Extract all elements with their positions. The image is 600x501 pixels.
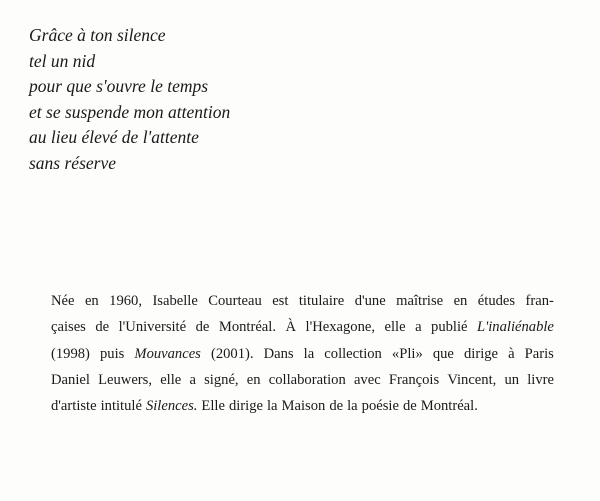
author-biography xyxy=(51,288,554,419)
word: en xyxy=(84,293,99,309)
word: Daniel xyxy=(51,371,90,388)
poem-line: et se suspende mon attention xyxy=(29,101,231,122)
bio-line xyxy=(51,288,554,314)
word: à xyxy=(508,345,515,362)
word: Courteau xyxy=(208,293,262,309)
word: de xyxy=(95,319,110,336)
word: elle xyxy=(160,371,182,388)
word: dirige xyxy=(463,345,499,362)
word: «Pli» xyxy=(391,345,423,362)
poem-line: pour que s'ouvre le temps xyxy=(29,76,209,97)
word: elle xyxy=(384,319,406,336)
word: Leuwers, xyxy=(98,371,152,388)
word: de xyxy=(195,319,210,336)
word: fran- xyxy=(525,293,554,309)
poem-line: tel un nid xyxy=(29,50,96,71)
word: Maison xyxy=(281,398,326,415)
word: Dans xyxy=(263,345,294,362)
book-title: Mouvances xyxy=(134,345,201,362)
word: a xyxy=(189,371,196,388)
word: poésie xyxy=(361,398,399,415)
bio-line xyxy=(51,314,554,340)
word: çaises xyxy=(51,319,86,336)
word: Vincent, xyxy=(447,371,497,388)
poem-line: Grâce à ton silence xyxy=(29,25,166,45)
book-title: L'inaliénable xyxy=(477,319,554,336)
word: de xyxy=(402,398,417,415)
bio-line xyxy=(51,341,554,367)
word: l'Hexagone, xyxy=(305,319,376,336)
word: (2001). xyxy=(210,345,254,362)
word: François xyxy=(388,371,440,388)
word: Isabelle xyxy=(152,293,198,309)
word: a xyxy=(415,319,422,336)
word: signé, xyxy=(204,371,239,388)
word: d'artiste xyxy=(51,398,97,415)
bio-line xyxy=(51,393,554,419)
word: maîtrise xyxy=(396,293,444,309)
word: Montréal. xyxy=(420,398,478,415)
word: de xyxy=(329,398,344,415)
word: (1998) xyxy=(51,345,90,362)
word: est xyxy=(272,293,289,309)
word: la xyxy=(303,345,315,362)
word: Elle xyxy=(201,398,225,415)
word: titulaire xyxy=(298,293,345,309)
word: dirige xyxy=(228,398,263,415)
poem-line: au lieu élevé de l'attente xyxy=(29,127,199,148)
word: collection xyxy=(324,345,382,362)
word: intitulé xyxy=(100,398,142,415)
word: d'une xyxy=(354,293,386,309)
word: Née xyxy=(51,293,75,309)
word: livre xyxy=(527,371,554,388)
word: Paris xyxy=(524,345,554,362)
word: À xyxy=(285,319,297,336)
word: un xyxy=(504,371,520,388)
word: la xyxy=(347,398,358,415)
word: Montréal. xyxy=(218,319,276,336)
word: collaboration xyxy=(268,371,346,388)
word: en xyxy=(453,293,468,309)
word: l'Université xyxy=(118,319,187,336)
word: puis xyxy=(100,345,125,362)
word: en xyxy=(246,371,261,388)
word: la xyxy=(266,398,278,415)
word: publié xyxy=(431,319,468,336)
word: 1960, xyxy=(109,293,142,309)
poem-stanza xyxy=(29,23,329,177)
word: études xyxy=(477,293,516,309)
book-title: Silences. xyxy=(145,398,198,415)
bio-line xyxy=(51,367,554,393)
word: que xyxy=(432,345,454,362)
poem-line: sans réserve xyxy=(29,152,116,173)
word: avec xyxy=(353,371,381,388)
